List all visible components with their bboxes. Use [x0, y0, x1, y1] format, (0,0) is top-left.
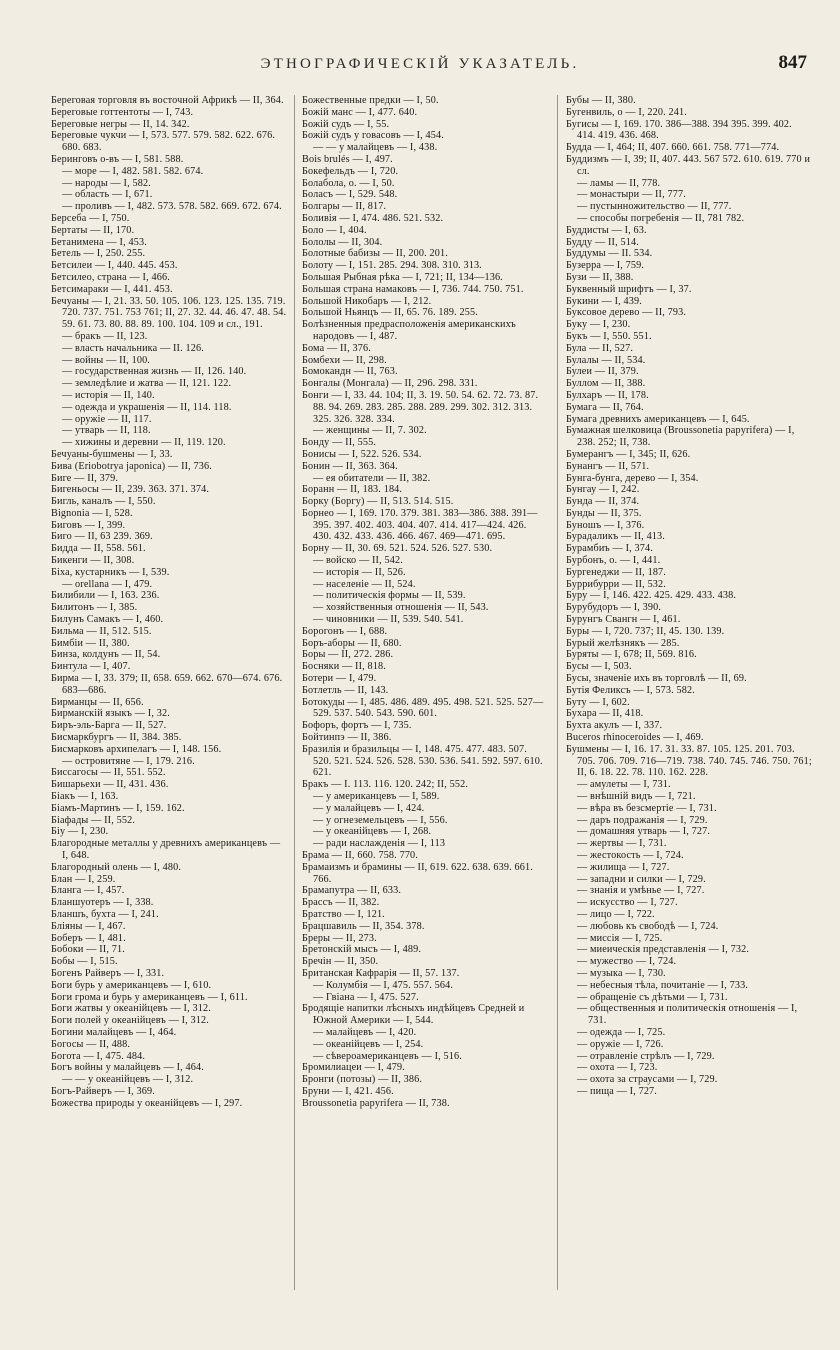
index-entry: — обращеніе съ дѣтьми — I, 731. — [577, 991, 728, 1003]
index-entry: Бретонскій мысъ — I, 489. — [302, 944, 422, 956]
index-entry: Брамаизмъ и брамины — II, 619. 622. 638. 639. 661. 766. — [302, 861, 533, 885]
index-entry: Божества природы у океанійцевъ — I, 297. — [51, 1097, 243, 1109]
index-entry: Большой Ньянцъ — II, 65. 76. 189. 255. — [302, 307, 478, 319]
index-entry: Боги жатвы у океанійцевъ — I, 312. — [51, 1003, 211, 1015]
index-entry: Бреры — II, 273. — [302, 932, 377, 944]
index-entry: Ботокуды — I, 485. 486. 489. 495. 498. 521. 525. 527—529. 537. 540. 543. 590. 601. — [302, 696, 544, 720]
index-entry: Бетсилео, страна — I, 466. — [51, 271, 170, 283]
index-entry: — малайцевъ — I, 420. — [313, 1026, 417, 1038]
index-entry: Бетсилеи — I, 440. 445. 453. — [51, 260, 178, 272]
index-entry: Бутія Феликсъ — I, 573. 582. — [566, 684, 695, 696]
index-entry: Биге — II, 379. — [51, 472, 119, 484]
index-entry: — ради наслажденія — I, 113 — [313, 838, 446, 850]
index-entry: Бофоръ, фортъ — I, 735. — [302, 720, 412, 732]
index-entry: Большая Рыбная рѣка — I, 721; II, 134—136. — [302, 271, 503, 283]
index-entry: — жертвы — I, 731. — [577, 838, 667, 850]
index-entry: Бечуаны-бушмены — I, 33. — [51, 448, 173, 460]
index-entry: Буллом — II, 388. — [566, 378, 646, 390]
index-entry: Буры — I, 720. 737; II, 45. 130. 139. — [566, 625, 725, 637]
index-entry: Богосы — II, 488. — [51, 1038, 131, 1050]
index-entry: Бунга-бунга, дерево — I, 354. — [566, 472, 699, 484]
index-entry: Булеи — II, 379. — [566, 366, 639, 378]
index-entry: — океанійцевъ — I, 254. — [313, 1038, 424, 1050]
index-entry: — Колумбія — I, 475. 557. 564. — [313, 979, 454, 991]
index-entry: — домашняя утварь — I, 727. — [577, 826, 711, 838]
index-entry: Бонисы — I, 522. 526. 534. — [302, 448, 422, 460]
index-entry: Бубы — II, 380. — [566, 95, 636, 106]
index-entry: — миссія — I, 725. — [577, 932, 663, 944]
index-entry: Бузи — II, 388. — [566, 271, 634, 283]
index-entry: Большая страна намаковъ — I, 736. 744. 750. 751. — [302, 283, 524, 295]
index-entry: Бракъ — I. 113. 116. 120. 242; II, 552. — [302, 779, 469, 791]
index-entry: Бобы — I, 515. — [51, 956, 118, 968]
index-entry: — утварь — II, 118. — [62, 425, 151, 437]
index-entry: Бива (Eriobotrya japonica) — II, 736. — [51, 460, 212, 472]
index-entry: Бургенеджи — II, 187. — [566, 566, 667, 578]
index-entry: Бикенги — II, 308. — [51, 555, 135, 567]
index-entry: Биговъ — I, 399. — [51, 519, 126, 531]
index-entry: Бумерангъ — I, 345; II, 626. — [566, 448, 691, 460]
index-entry: — у малайцевъ — I, 424. — [313, 802, 425, 814]
index-entry: Буксовое дерево — II, 793. — [566, 307, 687, 319]
index-entry: Broussonetia papyrifera — II, 738. — [302, 1097, 450, 1109]
index-entry: Бомокандн — II, 763. — [302, 366, 398, 378]
index-entry: — охота за страусами — I, 729. — [577, 1074, 718, 1086]
index-entry: Борку (Боргу) — II, 513. 514. 515. — [302, 496, 454, 508]
index-entry: Бильма — II, 512. 515. — [51, 625, 152, 637]
index-entry: Бумага древнихъ американцевъ — I, 645. — [566, 413, 750, 425]
index-entry: Божественные предки — I, 50. — [302, 95, 439, 106]
index-entry: — миеическія представленія — I, 732. — [577, 944, 750, 956]
index-entry: — море — I, 482. 581. 582. 674. — [62, 165, 204, 177]
index-entry: Ботери — I, 479. — [302, 673, 377, 685]
index-entry: — хижины и деревни — II, 119. 120. — [62, 437, 226, 449]
index-column-1 — [51, 95, 287, 1110]
index-entry: — государственная жизнь — II, 126. 140. — [62, 366, 247, 378]
index-entry: — у американцевъ — I, 589. — [313, 791, 440, 803]
index-entry: Бланга — I, 457. — [51, 885, 125, 897]
index-entry: Билунъ Самакъ — I, 460. — [51, 614, 164, 626]
index-entry: Брама — II, 660. 758. 770. — [302, 850, 419, 861]
index-entry: Бланшъ, бухта — I, 241. — [51, 908, 159, 920]
index-entry: Боги полей у океанійцевъ — I, 312. — [51, 1015, 209, 1027]
index-entry: Буру — I, 146. 422. 425. 429. 433. 438. — [566, 590, 737, 602]
index-entry: — любовь къ свободѣ — I, 724. — [577, 920, 719, 932]
index-entry: Болоту — I, 151. 285. 294. 308. 310. 313. — [302, 260, 482, 272]
index-entry: Біу — I, 230. — [51, 826, 109, 838]
index-entry: Бухара — II, 418. — [566, 708, 644, 720]
index-entry: — сѣвероамериканцевъ — I, 516. — [313, 1050, 462, 1062]
index-entry: Блан — I, 259. — [51, 873, 116, 885]
index-entry: Бонду — II, 555. — [302, 437, 377, 449]
index-entry: Будду — II, 514. — [566, 236, 639, 248]
index-entry: Бидда — II, 558. 561. — [51, 543, 146, 555]
index-entry: Биссагосы — II, 551. 552. — [51, 767, 166, 779]
index-entry: Бунды — II, 375. — [566, 507, 642, 519]
index-entry: Бирманскій языкъ — I, 32. — [51, 708, 170, 720]
index-entry: Борнео — I, 169. 170. 379. 381. 383—386. 388. 391—395. 397. 402. 403. 404. 407. 414. 417—424. 426. 430. 432. 433. 436. 466. 467. 469—471. 695. — [302, 507, 538, 543]
running-title: ЭТНОГРАФИЧЕСКІЙ УКАЗАТЕЛЬ. — [260, 56, 580, 72]
index-entry: Бигеньосы — II, 239. 363. 371. 374. — [51, 484, 210, 496]
index-entry: Бліяны — I, 467. — [51, 920, 126, 932]
index-column-3 — [566, 95, 812, 1098]
index-entry: Бурунгъ Свангн — I, 461. — [566, 614, 681, 626]
index-entry: Бисмаркбургъ — II, 384. 385. — [51, 732, 182, 744]
index-entry: — хозяйственныя отношенія — II, 543. — [313, 602, 489, 614]
index-entry: Бишарьехи — II, 431. 436. — [51, 779, 169, 791]
index-entry: Береговая торговля въ восточной Африкѣ — II, 364. — [51, 95, 284, 106]
index-entry: — музыка — I, 730. — [577, 967, 666, 979]
index-entry: Берсеба — I, 750. — [51, 212, 130, 224]
index-entry: Бетель — I, 250. 255. — [51, 248, 146, 260]
index-entry: Боберъ — I, 481. — [51, 932, 126, 944]
index-entry: — исторія — II, 140. — [62, 389, 155, 401]
index-entry: Бунангъ — II, 571. — [566, 460, 650, 472]
index-entry: Буношъ — I, 376. — [566, 519, 645, 531]
index-entry: — оружіе — II, 117. — [62, 413, 152, 425]
index-entry: Бречін — II, 350. — [302, 956, 379, 968]
index-entry: Бойтинпэ — II, 386. — [302, 732, 392, 744]
index-entry: Богъ войны у малайцевъ — I, 464. — [51, 1062, 204, 1074]
index-entry: Бугенвиль, о — I, 220. 241. — [566, 106, 687, 118]
index-entry: Биго — II, 63 239. 369. — [51, 531, 153, 543]
index-entry: Бетанимена — I, 453. — [51, 236, 147, 248]
index-entry: Буррибурри — II, 532. — [566, 578, 666, 590]
index-entry: Буддисты — I, 63. — [566, 224, 647, 236]
index-entry: — отравленіе стрѣлъ — I, 729. — [577, 1050, 715, 1062]
index-entry: — вѣра въ безсмертіе — I, 731. — [577, 802, 717, 814]
index-entry: — земледѣлие и жатва — II, 121. 122. — [62, 378, 232, 390]
index-entry: Buceros rhinoceroides — I, 469. — [566, 732, 704, 744]
index-entry: Бома — II, 376. — [302, 342, 371, 354]
index-entry: Бунгау — I, 242. — [566, 484, 640, 496]
index-entry: Бонгалы (Монгала) — II, 296. 298. 331. — [302, 378, 478, 390]
index-entry: Богини малайцевъ — I, 464. — [51, 1026, 177, 1038]
index-entry: Бланшуотеръ — I, 338. — [51, 897, 154, 909]
index-entry: — мужество — I, 724. — [577, 956, 677, 968]
index-entry: Буддумы — II. 534. — [566, 248, 653, 260]
index-entry: Буку — I, 230. — [566, 319, 631, 331]
index-entry: — даръ подражанія — I, 729. — [577, 814, 708, 826]
index-entry: Бразилія и бразильцы — I, 148. 475. 477. 483. 507. 520. 521. 524. 526. 528. 530. 536. 541. 592. 597. 610. 621. — [302, 743, 543, 779]
page-number: 847 — [778, 52, 807, 73]
index-entry: — чиновники — II, 539. 540. 541. — [313, 614, 464, 626]
index-entry: Бурый желѣзнякъ — 285. — [566, 637, 680, 649]
index-entry: — у огнеземельцевъ — I, 556. — [313, 814, 448, 826]
index-entry: — Гвіана — I, 475. 527. — [313, 991, 419, 1003]
index-entry: — проливъ — I, 482. 573. 578. 582. 669. 672. 674. — [62, 201, 282, 213]
index-entry: Бисмарковъ архипелагъ — I, 148. 156. — [51, 743, 222, 755]
index-entry: Булалы — II, 534. — [566, 354, 646, 366]
index-entry: Будда — I, 464; II, 407. 660. 661. 758. 771—774. — [566, 142, 780, 154]
index-entry: — власть начальника — II. 126. — [62, 342, 204, 354]
index-entry: Боги грома и бурь у американцевъ — I, 611. — [51, 991, 248, 1003]
index-entry: Бухта акулъ — I, 337. — [566, 720, 663, 732]
index-entry: Билитонъ — I, 385. — [51, 602, 138, 614]
index-entry: — небесныя тѣла, почитаніе — I, 733. — [577, 979, 749, 991]
index-entry: Бертаты — II, 170. — [51, 224, 135, 236]
index-entry: Буквенный шрифтъ — I, 37. — [566, 283, 692, 295]
index-entry: — жилища — I, 727. — [577, 861, 670, 873]
index-entry: — пища — I, 727. — [577, 1085, 657, 1097]
page-header — [0, 50, 840, 86]
index-entry: — войско — II, 542. — [313, 555, 403, 567]
index-entry: — знанія и умѣнье — I, 727. — [577, 885, 705, 897]
index-entry: Борну — II, 30. 69. 521. 524. 526. 527. 530. — [302, 543, 493, 555]
index-entry: — пустынножительство — II, 777. — [577, 201, 732, 213]
index-entry: — — у океанійцевъ — I, 312. — [62, 1074, 194, 1086]
index-entry: Бонги — I, 33. 44. 104; II, 3. 19. 50. 54. 62. 72. 73. 87. 88. 94. 269. 283. 285. 288. 289. 299. 302. 312. 313. 325. 326. 328. 334. — [302, 389, 539, 425]
index-entry: Бомбехи — II, 298. — [302, 354, 387, 366]
index-entry: — охота — I, 723. — [577, 1062, 658, 1074]
index-entry: Благородные металлы у древнихъ американцевъ — I, 648. — [51, 838, 281, 861]
index-entry: Бродящіе напитки лѣсныхъ индѣйцевъ Средней и Южной Америки — I, 544. — [302, 1003, 525, 1027]
index-entry: Боръ-аборы — II, 680. — [302, 637, 402, 649]
index-entry: Булхаръ — II, 178. — [566, 389, 649, 401]
index-entry: Ботлетль — II, 143. — [302, 684, 389, 696]
index-entry: Бромилиацеи — I, 479. — [302, 1062, 405, 1074]
index-entry: Біха, кустарникъ — I, 539. — [51, 566, 170, 578]
index-entry: Боранн — II, 183. 184. — [302, 484, 403, 496]
index-entry: Береговые готтентоты — I, 743. — [51, 106, 194, 118]
index-entry: Береговые негры — II, 14. 342. — [51, 118, 190, 130]
index-entry: — у океанійцевъ — I, 268. — [313, 826, 432, 838]
index-entry: Бобоки — II, 71. — [51, 944, 125, 956]
index-entry: Боласъ — I, 529. 548. — [302, 189, 398, 201]
index-entry: Бетсимараки — I, 441. 453. — [51, 283, 173, 295]
index-entry: — островитяне — I, 179. 216. — [62, 755, 195, 767]
index-entry: — оружіе — I, 726. — [577, 1038, 664, 1050]
index-entry: Біакъ — I, 163. — [51, 791, 119, 803]
index-entry: Бирманцы — II, 656. — [51, 696, 144, 708]
index-entry: — монастыри — II, 777. — [577, 189, 686, 201]
index-entry: Биръ-эль-Барга — II, 527. — [51, 720, 167, 732]
index-entry: — жестокость — I, 724. — [577, 850, 684, 861]
index-entry: Бусы, значеніе ихъ въ торговлѣ — II, 69. — [566, 673, 747, 685]
index-entry: Божій манс — I, 477. 640. — [302, 106, 418, 118]
index-entry: Бушмены — I, 16. 17. 31. 33. 87. 105. 125. 201. 703. 705. 706. 709. 716—719. 738. 740. 745. 746. 750. 761; II, 6. 18. 22. 78. 110. 162. 228. — [566, 743, 812, 779]
index-entry: Бечуаны — I, 21. 33. 50. 105. 106. 123. 125. 135. 719. 720. 737. 751. 753 761; II, 27. 32. 44. 46. 47. 48. 54. 59. 61. 73. 80. 88. 89. 100. 104. 109 и сл., 191. — [51, 295, 287, 331]
index-entry: Большой Никобаръ — I, 212. — [302, 295, 432, 307]
index-entry: Бинтула — I, 407. — [51, 661, 131, 673]
index-entry: Bignonia — I, 528. — [51, 507, 133, 519]
index-entry: Букъ — I, 550. 551. — [566, 330, 652, 342]
index-entry: — ея обитатели — II, 382. — [313, 472, 431, 484]
index-entry: Бурубудоръ — I, 390. — [566, 602, 662, 614]
index-entry: Бронги (потозы) — II, 386. — [302, 1074, 423, 1086]
index-entry: — внѣшній видъ — I, 721. — [577, 791, 696, 803]
index-entry: Була — II, 527. — [566, 342, 634, 354]
index-entry: Брамапутра — II, 633. — [302, 885, 402, 897]
index-entry: Боги бурь у американцевъ — I, 610. — [51, 979, 212, 991]
index-entry: Брацшавиль — II, 354. 378. — [302, 920, 425, 932]
index-entry: Боры — II, 272. 286. — [302, 649, 394, 661]
index-entry: Братство — I, 121. — [302, 908, 385, 920]
index-entry: Борогонъ — I, 688. — [302, 625, 388, 637]
index-entry: Біафады — II, 552. — [51, 814, 136, 826]
index-entry: Бинза, колдунъ — II, 54. — [51, 649, 161, 661]
index-entry: — одежда — I, 725. — [577, 1026, 666, 1038]
index-entry: Благородный олень — I, 480. — [51, 861, 182, 873]
index-entry: Бумага — II, 764. — [566, 401, 644, 413]
index-entry: Болѣзненныя предрасположенія американскихъ народовъ — I, 487. — [302, 319, 516, 342]
index-entry: Болгары — II, 817. — [302, 201, 387, 213]
index-entry: Британская Кафрарія — II, 57. 137. — [302, 967, 460, 979]
index-entry: Бирма — I, 33. 379; II, 658. 659. 662. 670—674. 676. 683—686. — [51, 673, 283, 696]
index-entry: Божій судъ у говасовъ — I, 454. — [302, 130, 444, 142]
index-entry: Божій судъ — I, 55. — [302, 118, 390, 130]
index-columns — [0, 95, 840, 1335]
index-entry: — исторія — II, 526. — [313, 566, 406, 578]
index-entry: Бусы — I, 503. — [566, 661, 632, 673]
index-entry: Буту — I, 602. — [566, 696, 630, 708]
index-entry: Біамъ-Мартинъ — I, 159. 162. — [51, 802, 185, 814]
index-entry: Бурамбиъ — I, 374. — [566, 543, 653, 555]
index-entry: Бурбонъ, о. — I, 441. — [566, 555, 661, 567]
index-entry: — искусство — I, 727. — [577, 897, 678, 909]
index-entry: Бокефельдъ — I, 720. — [302, 165, 399, 177]
index-entry: Бонин — II, 363. 364. — [302, 460, 398, 472]
index-entry: Bois brulés — I, 497. — [302, 153, 393, 165]
index-entry: Боло — I, 404. — [302, 224, 367, 236]
index-column-2 — [302, 95, 545, 1110]
index-entry: — населеніе — II, 524. — [313, 578, 416, 590]
index-entry: Бугисы — I, 169. 170. 386—388. 394 395. 399. 402. 414. 419. 436. 468. — [566, 118, 792, 142]
index-entry: — область — I, 671. — [62, 189, 153, 201]
index-entry: — войны — II, 100. — [62, 354, 151, 366]
index-entry: Береговые чукчи — I, 573. 577. 579. 582. 622. 676. 680. 683. — [51, 130, 276, 154]
index-entry: Бурадаликъ — II, 413. — [566, 531, 665, 543]
index-entry: — одежда и украшенія — II, 114. 118. — [62, 401, 232, 413]
index-entry: Билибили — I, 163. 236. — [51, 590, 160, 602]
index-entry: — ламы — II, 778. — [577, 177, 661, 189]
index-entry: Бигль, каналъ — I, 550. — [51, 496, 156, 508]
index-entry: Бунда — II, 374. — [566, 496, 640, 508]
index-entry: Болабола, о. — I, 50. — [302, 177, 395, 189]
index-entry: Богенъ Райверъ — I, 331. — [51, 967, 165, 979]
index-entry: — лицо — I, 722. — [577, 908, 655, 920]
index-entry: — способы погребенія — II, 781 782. — [577, 212, 745, 224]
index-entry: Беринговъ о-въ — I, 581. 588. — [51, 153, 184, 165]
index-entry: Бруни — I, 421. 456. — [302, 1085, 394, 1097]
index-entry: — народы — I, 582. — [62, 177, 151, 189]
index-entry: Боливія — I, 474. 486. 521. 532. — [302, 212, 444, 224]
index-entry: Болотные бабизы — II, 200. 201. — [302, 248, 448, 260]
index-entry: Бузерра — I, 759. — [566, 260, 645, 272]
index-entry: Босняки — II, 818. — [302, 661, 386, 673]
index-entry: Букини — I, 439. — [566, 295, 642, 307]
index-entry: — orellana — I, 479. — [62, 578, 153, 590]
index-entry: — западни и силки — I, 729. — [577, 873, 706, 885]
index-entry: — политическія формы — II, 539. — [313, 590, 466, 602]
index-entry: — амулеты — I, 731. — [577, 779, 671, 791]
index-entry: Бололы — II, 304. — [302, 236, 383, 248]
index-entry: — бракъ — II, 123. — [62, 330, 148, 342]
index-entry: Бумажная шелковица (Broussonetia papyrifera) — I, 238. 252; II, 738. — [566, 425, 795, 449]
index-entry: Буддизмъ — I, 39; II, 407. 443. 567 572. 610. 619. 770 и сл. — [566, 153, 811, 177]
index-entry: Брассъ — II, 382. — [302, 897, 380, 909]
index-entry: — женщины — II, 7. 302. — [313, 425, 427, 437]
index-entry: Богъ-Райверъ — I, 369. — [51, 1085, 155, 1097]
index-entry: — — у малайцевъ — I, 438. — [313, 142, 438, 154]
index-entry: Богота — I, 475. 484. — [51, 1050, 146, 1062]
index-entry: Буряты — I, 678; II, 569. 816. — [566, 649, 697, 661]
index-entry: — общественныя и политическія отношенія — I, 731. — [577, 1003, 798, 1027]
index-entry: Бимбіи — II, 380. — [51, 637, 130, 649]
